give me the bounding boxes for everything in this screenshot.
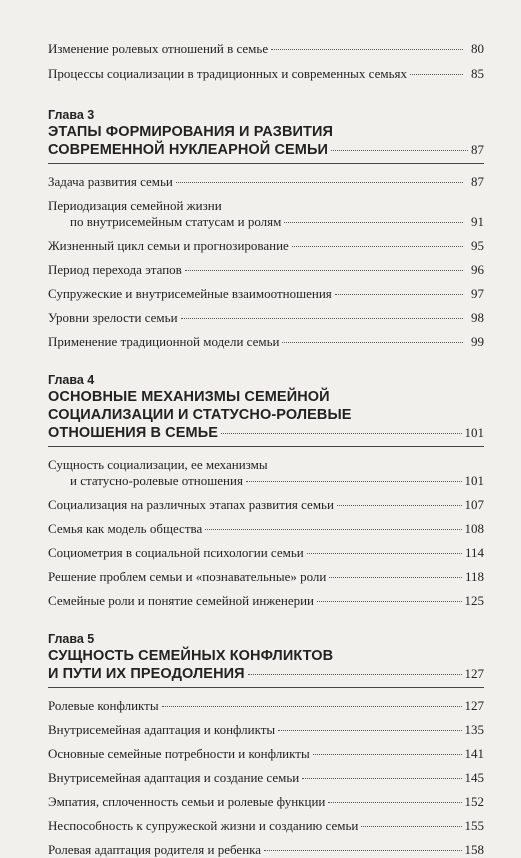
chapter-rule (48, 687, 484, 688)
chapter-title-row (48, 424, 484, 442)
chapter-header (48, 108, 484, 164)
page-number: 127 (464, 698, 484, 713)
chapter-label: Глава 5 (48, 632, 95, 646)
toc-entry (48, 238, 484, 254)
dot-leader (307, 553, 462, 554)
toc-row (48, 842, 484, 858)
entry-title: Задача развития семьи (48, 174, 173, 189)
page-number: 98 (471, 310, 484, 325)
dot-leader (292, 246, 463, 247)
entry-title: Ролевые конфликты (48, 698, 159, 713)
chapter-title-line: ЭТАПЫ ФОРМИРОВАНИЯ И РАЗВИТИЯ (48, 124, 334, 140)
chapter-title-line: СУЩНОСТЬ СЕМЕЙНЫХ КОНФЛИКТОВ (48, 648, 334, 664)
entry-title: Социометрия в социальной психологии семьи (48, 545, 304, 560)
toc-row (48, 334, 484, 350)
chapter-title-line: СОВРЕМЕННОЙ НУКЛЕАРНОЙ СЕМЬИ (48, 142, 329, 158)
page-number: 145 (464, 770, 484, 785)
entry-title: Семья как модель общества (48, 521, 203, 536)
toc-row (48, 262, 484, 278)
dot-leader (162, 706, 462, 707)
toc-row (48, 473, 484, 489)
page-number: 118 (464, 569, 484, 584)
entry-title: Изменение ролевых отношений в семье (48, 41, 269, 56)
dot-leader (264, 850, 461, 851)
page-number: 141 (464, 746, 484, 761)
entry-title: Семейные роли и понятие семейной инженерии (48, 593, 314, 608)
entry-title: Ролевая адаптация родителя и ребенка (48, 842, 262, 857)
toc-entry (48, 545, 484, 561)
dot-leader (284, 222, 463, 223)
page-number: 101 (464, 473, 484, 488)
toc-entry (48, 818, 484, 834)
toc-row (48, 722, 484, 738)
dot-leader (176, 182, 463, 183)
toc-row (48, 310, 484, 326)
dot-leader (302, 778, 461, 779)
chapter-rule (48, 163, 484, 164)
chapter-label: Глава 4 (48, 373, 95, 387)
dot-leader (328, 802, 461, 803)
toc-entry (48, 746, 484, 762)
toc-row (48, 746, 484, 762)
toc-row (48, 497, 484, 513)
entry-title-line: Периодизация семейной жизни (48, 198, 222, 213)
toc-row (48, 545, 484, 561)
entry-title: Применение традиционной модели семьи (48, 334, 280, 349)
page-number: 127 (464, 666, 484, 681)
entry-title: Внутрисемейная адаптация и создание семьи (48, 770, 300, 785)
dot-leader (313, 754, 462, 755)
toc-row (48, 794, 484, 810)
toc-row (48, 593, 484, 609)
dot-leader (246, 481, 462, 482)
toc-entry (48, 334, 484, 350)
toc-entry (48, 569, 484, 585)
chapter-title-line: ОСНОВНЫЕ МЕХАНИЗМЫ СЕМЕЙНОЙ (48, 389, 330, 405)
page-number: 135 (464, 722, 484, 737)
table-of-contents (48, 41, 484, 858)
toc-entry (48, 770, 484, 786)
chapter-title-line: И ПУТИ ИХ ПРЕОДОЛЕНИЯ (48, 666, 245, 682)
entry-title: Жизненный цикл семьи и прогнозирование (48, 238, 289, 253)
dot-leader (410, 74, 463, 75)
page-number: 158 (464, 842, 484, 857)
page-number: 155 (464, 818, 484, 833)
toc-entry (48, 174, 484, 190)
toc-row (48, 569, 484, 585)
toc-row (48, 818, 484, 834)
page-number: 114 (464, 545, 484, 560)
entry-title: по внутрисемейным статусам и ролям (70, 214, 282, 229)
chapter-title-row (48, 141, 484, 159)
toc-entry (48, 593, 484, 609)
dot-leader (337, 505, 462, 506)
toc-entry (48, 457, 484, 489)
toc-entry (48, 66, 484, 82)
dot-leader (282, 342, 463, 343)
dot-leader (181, 318, 463, 319)
toc-row (48, 770, 484, 786)
toc-row (48, 41, 484, 57)
page-number: 101 (464, 425, 484, 440)
toc-entry (48, 794, 484, 810)
chapter-title-line: СОЦИАЛИЗАЦИИ И СТАТУСНО-РОЛЕВЫЕ (48, 407, 352, 423)
toc-entry (48, 497, 484, 513)
entry-title: Основные семейные потребности и конфликты (48, 746, 310, 761)
toc-entry (48, 41, 484, 57)
page-number: 95 (471, 238, 484, 253)
dot-leader (278, 730, 461, 731)
toc-row (48, 698, 484, 714)
entry-title: Эмпатия, сплоченность семьи и ролевые функции (48, 794, 326, 809)
toc-entry (48, 698, 484, 714)
page-number: 97 (471, 286, 484, 301)
toc-row (48, 238, 484, 254)
page-number: 108 (464, 521, 484, 536)
dot-leader (185, 270, 463, 271)
toc-entry (48, 521, 484, 537)
entry-title: Процессы социализации в традиционных и современных семьях (48, 66, 407, 81)
dot-leader (335, 294, 463, 295)
dot-leader (221, 433, 462, 434)
page-number: 99 (471, 334, 484, 349)
toc-row (48, 174, 484, 190)
toc-entry (48, 310, 484, 326)
dot-leader (331, 150, 468, 151)
page-number: 91 (471, 214, 484, 229)
entry-title: Уровни зрелости семьи (48, 310, 178, 325)
toc-entry (48, 286, 484, 302)
page-number: 80 (471, 41, 484, 56)
entry-title: Неспособность к супружеской жизни и созданию семьи (48, 818, 359, 833)
chapter-header (48, 373, 484, 447)
toc-row (48, 214, 484, 230)
page-number: 87 (471, 174, 484, 189)
chapter-header (48, 632, 484, 688)
page-number: 125 (464, 593, 484, 608)
chapter-title-row (48, 665, 484, 683)
dot-leader (205, 529, 461, 530)
page-number: 107 (464, 497, 484, 512)
page-number: 85 (471, 66, 484, 81)
chapter-label: Глава 3 (48, 108, 95, 122)
toc-row (48, 66, 484, 82)
entry-title: Решение проблем семьи и «познавательные» роли (48, 569, 327, 584)
toc-entry (48, 722, 484, 738)
entry-title-line: Сущность социализации, ее механизмы (48, 457, 268, 472)
entry-title: Социализация на различных этапах развития семьи (48, 497, 334, 512)
toc-entry (48, 198, 484, 230)
entry-title: Внутрисемейная адаптация и конфликты (48, 722, 276, 737)
page-number: 152 (464, 794, 484, 809)
page-number: 96 (471, 262, 484, 277)
dot-leader (248, 674, 462, 675)
entry-title: и статусно-ролевые отношения (70, 473, 243, 488)
dot-leader (271, 49, 463, 50)
entry-title: Период перехода этапов (48, 262, 182, 277)
page-number: 87 (471, 142, 484, 157)
dot-leader (329, 577, 462, 578)
chapter-rule (48, 446, 484, 447)
toc-entry (48, 262, 484, 278)
dot-leader (317, 601, 462, 602)
toc-row (48, 286, 484, 302)
chapter-title-line: ОТНОШЕНИЯ В СЕМЬЕ (48, 425, 218, 441)
entry-title: Супружеские и внутрисемейные взаимоотношения (48, 286, 332, 301)
toc-row (48, 521, 484, 537)
toc-entry (48, 842, 484, 858)
dot-leader (361, 826, 461, 827)
